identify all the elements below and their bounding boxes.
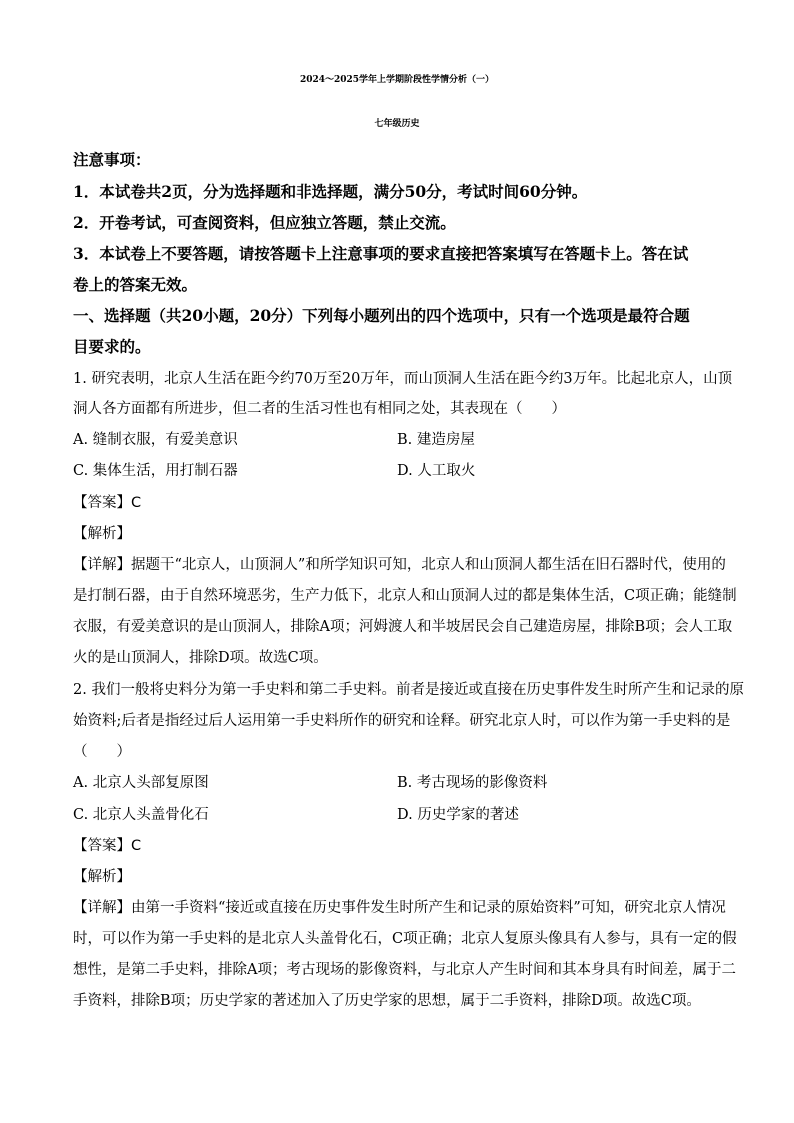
q1-analysis-label: 【解析】 — [73, 526, 131, 542]
q2-detail-line-2: 时，可以作为第一手史料的是北京人头盖骨化石，C项正确；北京人复原头像具有人参与，具有一定的假 — [73, 931, 737, 947]
q1-option-c: C. 集体生活，用打制石器 — [73, 463, 238, 479]
q2-detail-line-3: 想性，是第二手史料，排除A项；考古现场的影像资料，与北京人产生时间和其本身具有时间差，属于二 — [73, 962, 736, 978]
exam-title: 2024～2025学年上学期阶段性学情分析（一） — [299, 75, 495, 85]
q2-option-d: D. 历史学家的著述 — [397, 807, 519, 823]
q2-option-c: C. 北京人头盖骨化石 — [73, 807, 209, 823]
q2-detail-line-4: 手资料，排除B项；历史学家的著述加入了历史学家的思想，属于二手资料，排除D项。故选C项。 — [73, 993, 701, 1009]
q1-option-d: D. 人工取火 — [397, 463, 476, 479]
q1-option-b: B. 建造房屋 — [397, 432, 475, 448]
notice-heading: 注意事项： — [73, 150, 151, 169]
q2-stem-line-3: （ ） — [73, 744, 131, 760]
q1-stem-line-2: 洞人各方面都有所进步，但二者的生活习性也有相同之处，其表现在（ ） — [73, 401, 566, 417]
section-1-heading-line-2: 目要求的。 — [73, 337, 151, 356]
notice-item-3-line-2: 卷上的答案无效。 — [73, 275, 198, 294]
q2-stem-line-1: 2. 我们一般将史料分为第一手史料和第二手史料。前者是接近或直接在历史事件发生时所产生和记录的原 — [73, 682, 744, 698]
q2-option-a: A. 北京人头部复原图 — [73, 775, 209, 791]
q2-option-b: B. 考古现场的影像资料 — [397, 775, 548, 791]
q1-detail-line-3: 衣服，有爱美意识的是山顶洞人，排除A项；河姆渡人和半坡居民会自己建造房屋，排除B项；会人工取 — [73, 619, 733, 635]
notice-item-3-line-1: 3．本试卷上不要答题，请按答题卡上注意事项的要求直接把答案填写在答题卡上。答在试 — [73, 244, 689, 263]
q2-answer: 【答案】C — [73, 838, 142, 854]
q1-detail-line-2: 是打制石器，由于自然环境恶劣，生产力低下，北京人和山顶洞人过的都是集体生活，C项正确；能缝制 — [73, 588, 737, 604]
q1-detail-line-4: 火的是山顶洞人，排除D项。故选C项。 — [73, 650, 328, 666]
q1-answer: 【答案】C — [73, 495, 142, 511]
exam-subtitle: 七年级历史 — [374, 119, 420, 129]
q2-stem-line-2: 始资料;后者是指经过后人运用第一手史料所作的研究和诠释。研究北京人时，可以作为第一手史料的是 — [73, 713, 731, 729]
q1-detail-line-1: 【详解】据题干“北京人，山顶洞人”和所学知识可知，北京人和山顶洞人都生活在旧石器时代，使用的 — [73, 557, 726, 573]
q2-analysis-label: 【解析】 — [73, 869, 131, 885]
section-1-heading-line-1: 一、选择题（共20小题，20分）下列每小题列出的四个选项中，只有一个选项是最符合题 — [73, 306, 690, 325]
q1-stem-line-1: 1. 研究表明，北京人生活在距今约70万至20万年，而山顶洞人生活在距今约3万年。比起北京人，山顶 — [73, 371, 733, 387]
notice-item-2: 2．开卷考试，可查阅资料，但应独立答题，禁止交流。 — [73, 213, 456, 232]
q1-option-a: A. 缝制衣服，有爱美意识 — [73, 432, 238, 448]
q2-detail-line-1: 【详解】由第一手资料“接近或直接在历史事件发生时所产生和记录的原始资料”可知，研究北京人情况 — [73, 900, 726, 916]
notice-item-1: 1．本试卷共2页，分为选择题和非选择题，满分50分，考试时间60分钟。 — [73, 182, 588, 201]
